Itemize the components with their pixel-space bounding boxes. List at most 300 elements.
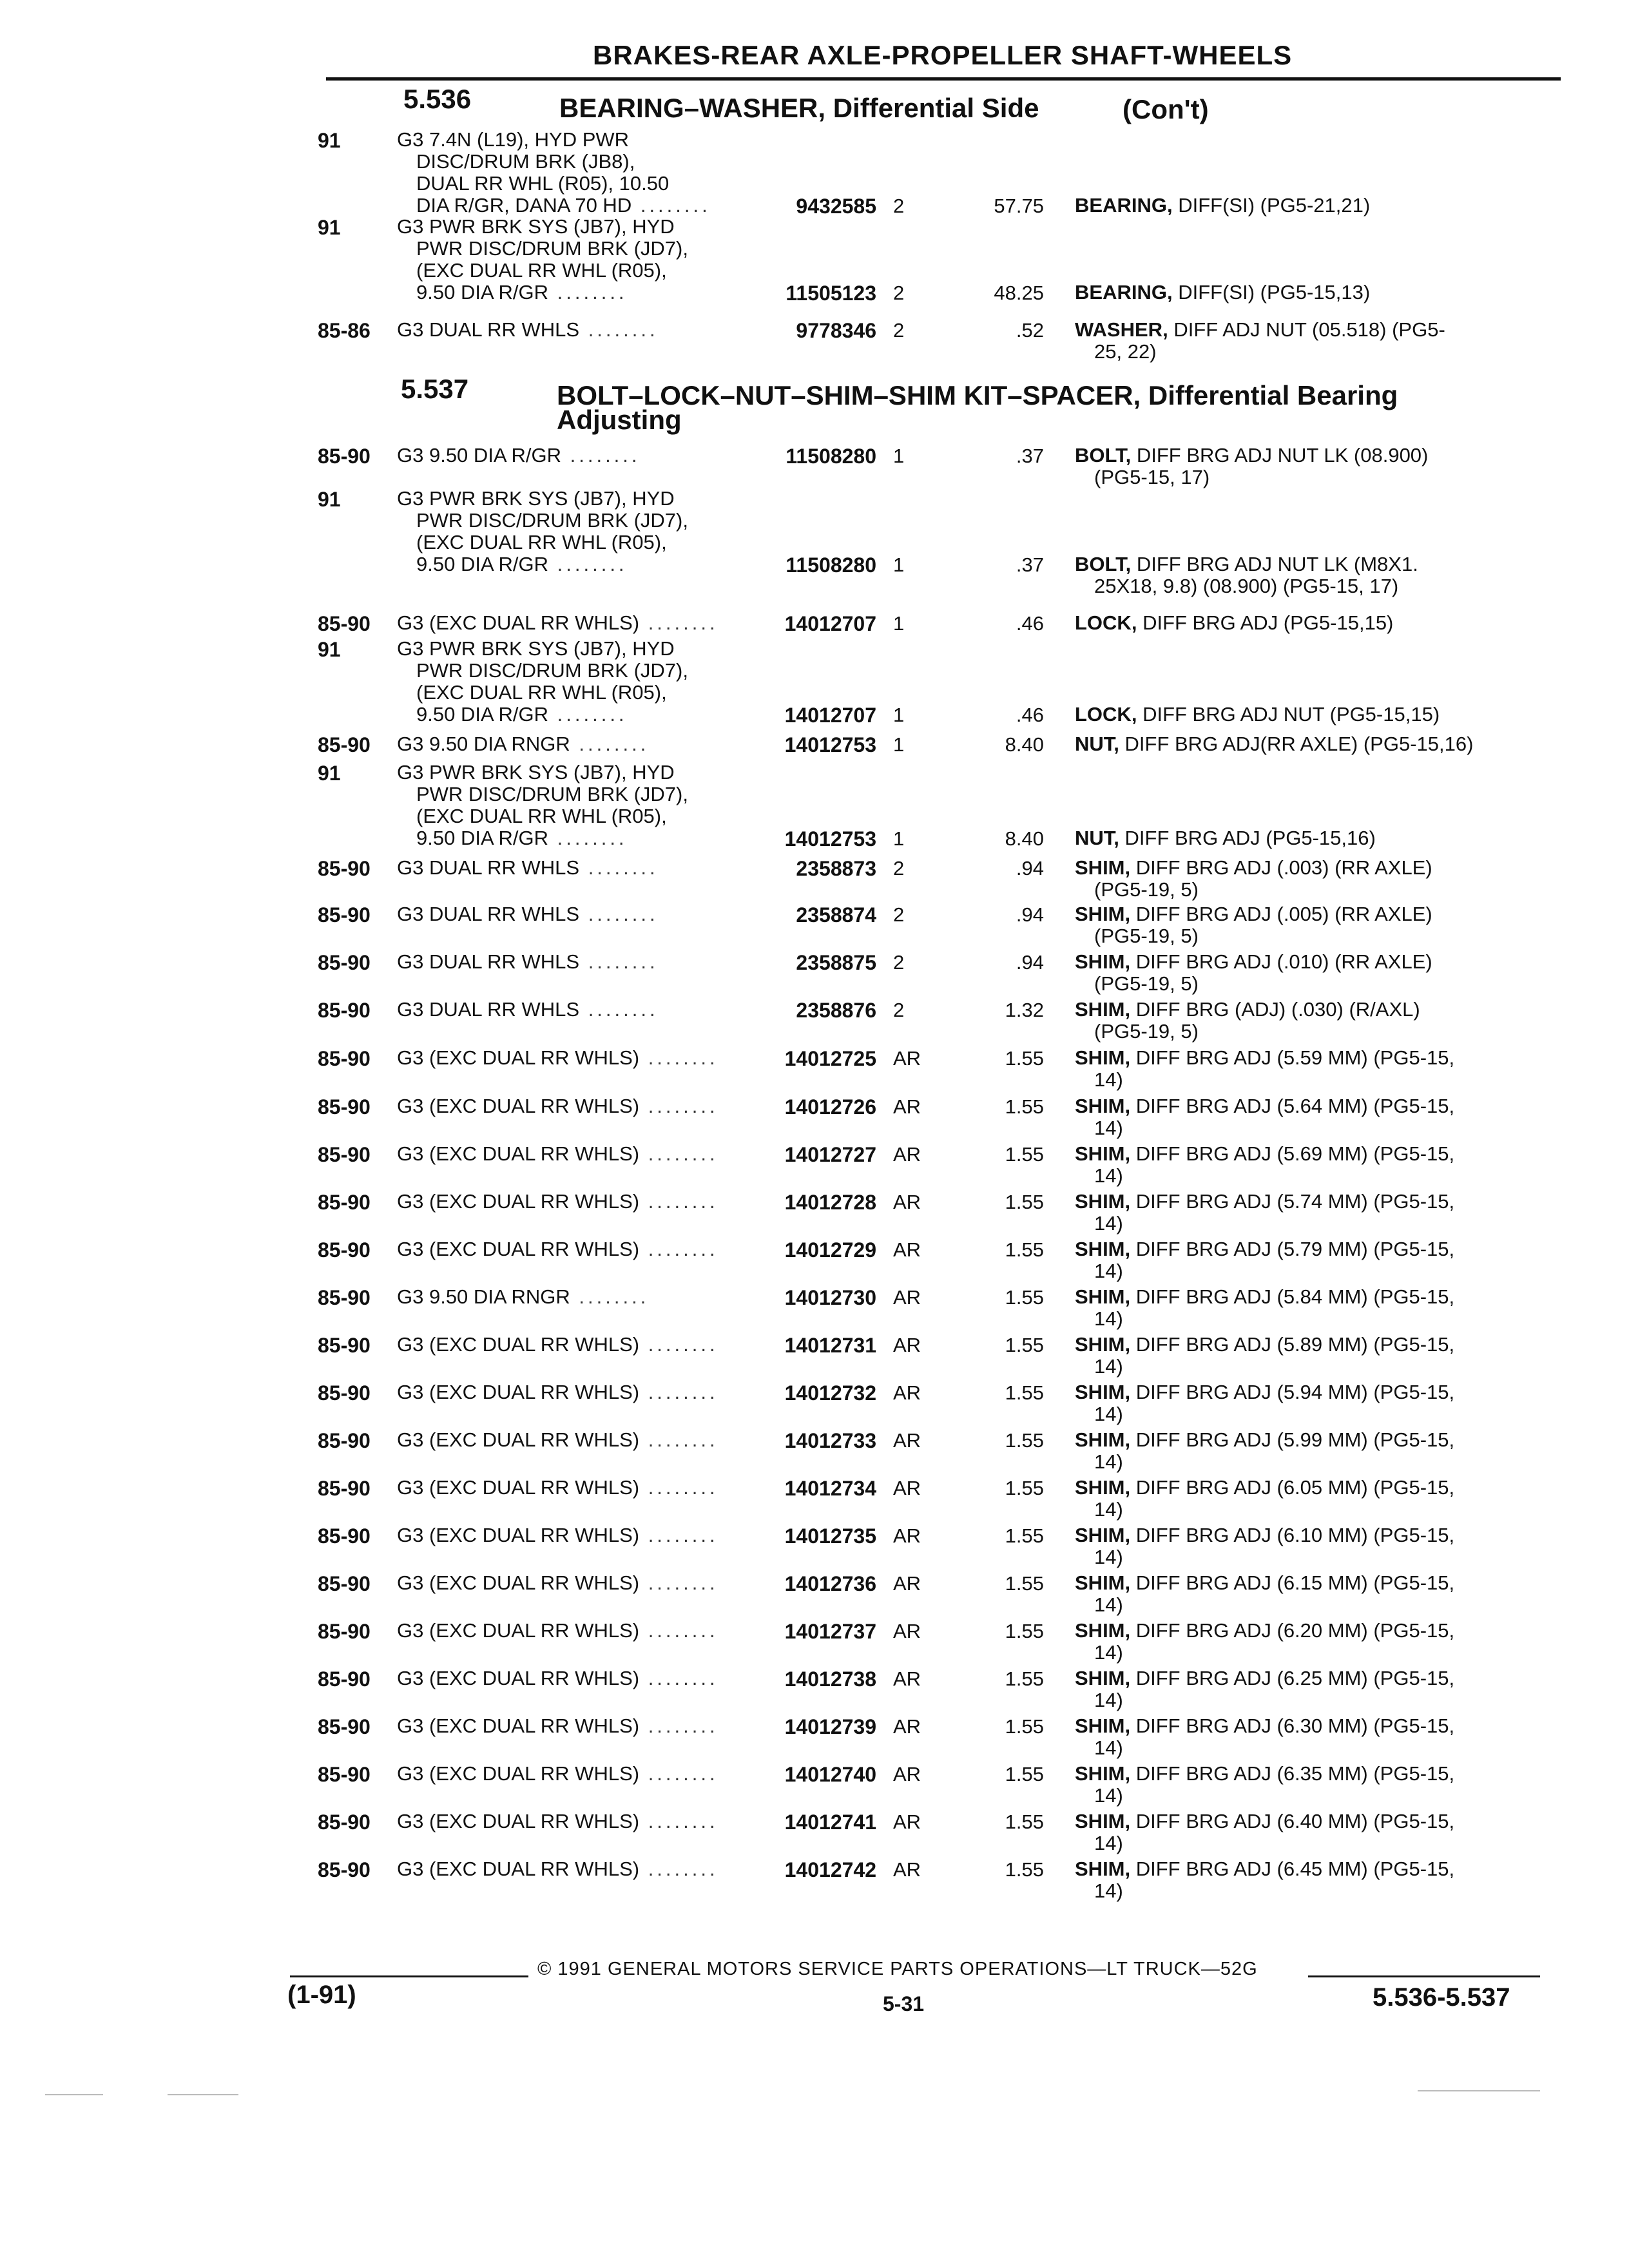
part-number: 14012725 <box>784 1047 876 1070</box>
part-detail: DIFF BRG ADJ (6.15 MM) (PG5-15, <box>1135 1571 1455 1594</box>
page-header-title: BRAKES-REAR AXLE-PROPELLER SHAFT-WHEELS <box>593 40 1293 70</box>
part-description <box>1075 1286 1552 1330</box>
dot-leader: ........ <box>579 318 659 341</box>
part-detail: DIFF BRG ADJ (.003) (RR AXLE) <box>1135 856 1432 879</box>
part-detail: DIFF BRG ADJ(RR AXLE) (PG5-15,16) <box>1124 733 1474 755</box>
part-detail-continuation: 14) <box>1094 1307 1123 1330</box>
application-line: G3 (EXC DUAL RR WHLS) <box>397 1571 640 1594</box>
model-year: 85-90 <box>318 1191 371 1214</box>
application-row <box>397 682 688 704</box>
application-line: PWR DISC/DRUM BRK (JD7), <box>416 659 688 682</box>
price: 1.55 <box>1005 1715 1044 1738</box>
part-description <box>1075 733 1552 755</box>
quantity: AR <box>893 1763 921 1785</box>
application-row <box>397 704 688 726</box>
application-row <box>397 195 711 216</box>
model-year: 85-90 <box>318 1811 371 1834</box>
section-continued-label: (Con't) <box>1123 94 1209 124</box>
price: 1.55 <box>1005 1143 1044 1166</box>
part-detail-continuation: 25X18, 9.8) (08.900) (PG5-15, 17) <box>1094 575 1399 597</box>
price: 57.75 <box>994 195 1044 217</box>
application-row <box>397 638 688 660</box>
part-name: SHIM, <box>1075 1190 1131 1213</box>
part-name: SHIM, <box>1075 1667 1131 1689</box>
application-line: G3 (EXC DUAL RR WHLS) <box>397 1142 640 1165</box>
quantity: 1 <box>893 612 905 635</box>
part-description <box>1075 553 1552 597</box>
part-detail-continuation: (PG5-19, 5) <box>1094 1020 1199 1043</box>
application-row <box>397 1191 718 1213</box>
application-line: G3 (EXC DUAL RR WHLS) <box>397 1715 640 1737</box>
part-name: SHIM, <box>1075 950 1131 973</box>
part-number: 14012753 <box>784 827 876 850</box>
quantity: 2 <box>893 951 905 974</box>
quantity: 1 <box>893 704 905 726</box>
part-detail: DIFF BRG ADJ (5.99 MM) (PG5-15, <box>1135 1428 1455 1451</box>
part-number: 14012707 <box>784 704 876 727</box>
application-row <box>397 783 688 805</box>
application-line: PWR DISC/DRUM BRK (JD7), <box>416 783 688 805</box>
quantity: 1 <box>893 553 905 576</box>
part-name: SHIM, <box>1075 1095 1131 1117</box>
part-number: 9432585 <box>796 195 876 218</box>
application-row <box>397 1715 718 1737</box>
part-detail-continuation: (PG5-19, 5) <box>1094 878 1199 901</box>
model-year: 91 <box>318 129 341 152</box>
part-detail-continuation: (PG5-19, 5) <box>1094 972 1199 995</box>
section-number: 5.537 <box>401 374 469 404</box>
price: 1.55 <box>1005 1811 1044 1833</box>
application-row <box>397 1143 718 1165</box>
application-row <box>397 260 688 282</box>
model-year: 85-90 <box>318 1667 371 1691</box>
dot-leader: ........ <box>639 1190 718 1213</box>
header-rule <box>326 77 1561 81</box>
part-description <box>1075 319 1552 363</box>
price: 1.55 <box>1005 1477 1044 1499</box>
quantity: 2 <box>893 282 905 304</box>
dot-leader: ........ <box>639 1619 718 1642</box>
application <box>397 1286 649 1308</box>
part-name: SHIM, <box>1075 856 1131 879</box>
part-number: 14012742 <box>784 1858 876 1881</box>
dot-leader: ........ <box>548 281 628 303</box>
part-detail-continuation: 14) <box>1094 1355 1123 1378</box>
application-row <box>397 1381 718 1403</box>
application-line: G3 (EXC DUAL RR WHLS) <box>397 1046 640 1069</box>
application-line: PWR DISC/DRUM BRK (JD7), <box>416 237 688 260</box>
application-line: G3 DUAL RR WHLS <box>397 318 580 341</box>
application-line: G3 DUAL RR WHLS <box>397 903 580 925</box>
application <box>397 1811 718 1832</box>
application-line: G3 (EXC DUAL RR WHLS) <box>397 1190 640 1213</box>
dot-leader: ........ <box>548 553 628 575</box>
part-description <box>1075 445 1552 488</box>
quantity: 1 <box>893 445 905 467</box>
application-row <box>397 1095 718 1117</box>
price: 1.55 <box>1005 1095 1044 1118</box>
part-description <box>1075 1191 1552 1235</box>
part-description <box>1075 1667 1552 1711</box>
quantity: 2 <box>893 999 905 1021</box>
application-line: DISC/DRUM BRK (JB8), <box>416 150 635 173</box>
application <box>397 1047 718 1069</box>
quantity: AR <box>893 1191 921 1213</box>
application-row <box>397 1429 718 1451</box>
dot-leader: ........ <box>639 1762 718 1785</box>
part-name: LOCK, <box>1075 611 1137 634</box>
part-detail: DIFF BRG ADJ (6.05 MM) (PG5-15, <box>1135 1476 1455 1499</box>
application <box>397 1381 718 1403</box>
part-detail-continuation: 14) <box>1094 1498 1123 1521</box>
part-detail: DIFF BRG ADJ (5.89 MM) (PG5-15, <box>1135 1333 1455 1356</box>
scan-speck <box>1418 2090 1540 2091</box>
part-number: 2358874 <box>796 903 876 927</box>
price: 1.55 <box>1005 1429 1044 1452</box>
application-line: G3 (EXC DUAL RR WHLS) <box>397 1476 640 1499</box>
price: 1.55 <box>1005 1524 1044 1547</box>
dot-leader: ........ <box>570 1285 650 1308</box>
part-detail: DIFF BRG ADJ (6.20 MM) (PG5-15, <box>1135 1619 1455 1642</box>
part-detail-continuation: 14) <box>1094 1068 1123 1091</box>
price: 1.55 <box>1005 1858 1044 1881</box>
dot-leader: ........ <box>570 733 650 755</box>
price: 1.55 <box>1005 1047 1044 1070</box>
application-line: G3 PWR BRK SYS (JB7), HYD <box>397 215 675 238</box>
price: .37 <box>1016 553 1044 576</box>
dot-leader: ........ <box>639 1046 718 1069</box>
part-description <box>1075 857 1552 901</box>
application-row <box>397 445 641 466</box>
part-detail: DIFF BRG ADJ (5.94 MM) (PG5-15, <box>1135 1381 1455 1403</box>
application-row <box>397 1238 718 1260</box>
part-name: SHIM, <box>1075 1619 1131 1642</box>
dot-leader: ........ <box>639 1858 718 1880</box>
quantity: AR <box>893 1811 921 1833</box>
dot-leader: ........ <box>639 1667 718 1689</box>
part-number: 14012731 <box>784 1334 876 1357</box>
application-row <box>397 129 711 151</box>
application-line: G3 (EXC DUAL RR WHLS) <box>397 1810 640 1832</box>
dot-leader: ........ <box>639 1476 718 1499</box>
part-description <box>1075 1334 1552 1378</box>
part-description <box>1075 1238 1552 1282</box>
part-number: 14012753 <box>784 733 876 756</box>
part-number: 14012728 <box>784 1191 876 1214</box>
application-line: G3 DUAL RR WHLS <box>397 998 580 1021</box>
quantity: AR <box>893 1334 921 1356</box>
part-name: SHIM, <box>1075 1285 1131 1308</box>
price: 1.55 <box>1005 1572 1044 1595</box>
quantity: 2 <box>893 319 905 341</box>
footer-page-number: 5-31 <box>883 1992 925 2015</box>
model-year: 85-86 <box>318 319 371 342</box>
part-detail: DIFF ADJ NUT (05.518) (PG5- <box>1173 318 1445 341</box>
application-line: G3 PWR BRK SYS (JB7), HYD <box>397 487 675 510</box>
part-detail-continuation: 14) <box>1094 1736 1123 1759</box>
application-line: (EXC DUAL RR WHL (R05), <box>416 531 667 553</box>
application <box>397 1143 718 1165</box>
price: 1.55 <box>1005 1238 1044 1261</box>
part-name: SHIM, <box>1075 1524 1131 1546</box>
application-row <box>397 1334 718 1356</box>
quantity: AR <box>893 1858 921 1881</box>
part-name: SHIM, <box>1075 1428 1131 1451</box>
application-line: G3 (EXC DUAL RR WHLS) <box>397 1238 640 1260</box>
part-detail: DIFF BRG ADJ (5.74 MM) (PG5-15, <box>1135 1190 1455 1213</box>
dot-leader: ........ <box>639 1524 718 1546</box>
application-line: G3 (EXC DUAL RR WHLS) <box>397 1619 640 1642</box>
application-row <box>397 1572 718 1594</box>
application <box>397 1620 718 1642</box>
application-row <box>397 612 718 634</box>
part-description <box>1075 951 1552 995</box>
footer-rule-left <box>290 1975 528 1977</box>
dot-leader: ........ <box>631 194 711 216</box>
application-row <box>397 1047 718 1069</box>
application-line: G3 PWR BRK SYS (JB7), HYD <box>397 761 675 783</box>
application <box>397 445 641 466</box>
price: 1.55 <box>1005 1334 1044 1356</box>
dot-leader: ........ <box>639 1715 718 1737</box>
application-line: 9.50 DIA R/GR <box>416 827 549 849</box>
application <box>397 1858 718 1880</box>
price: .52 <box>1016 319 1044 341</box>
model-year: 85-90 <box>318 1429 371 1452</box>
model-year: 85-90 <box>318 1763 371 1786</box>
price: 1.55 <box>1005 1763 1044 1785</box>
part-number: 14012739 <box>784 1715 876 1738</box>
part-name: BEARING, <box>1075 281 1173 303</box>
part-detail: DIFF BRG ADJ (.010) (RR AXLE) <box>1135 950 1432 973</box>
part-detail-continuation: 14) <box>1094 1689 1123 1711</box>
application-row <box>397 827 688 849</box>
part-description <box>1075 1811 1552 1854</box>
part-name: BEARING, <box>1075 194 1173 216</box>
model-year: 85-90 <box>318 1143 371 1166</box>
part-detail: DIFF BRG ADJ (6.25 MM) (PG5-15, <box>1135 1667 1455 1689</box>
application-row <box>397 1477 718 1499</box>
section-title: BOLT–LOCK–NUT–SHIM–SHIM KIT–SPACER, Differential Bearing <box>557 380 1398 410</box>
dot-leader: ........ <box>579 903 659 925</box>
application-row <box>397 238 688 260</box>
application <box>397 951 659 973</box>
application <box>397 1429 718 1451</box>
part-detail-continuation: 14) <box>1094 1212 1123 1235</box>
application-line: G3 9.50 DIA RNGR <box>397 733 570 755</box>
part-detail: DIFF(SI) (PG5-21,21) <box>1178 194 1371 216</box>
part-detail: DIFF BRG ADJ (5.84 MM) (PG5-15, <box>1135 1285 1455 1308</box>
part-detail-continuation: (PG5-19, 5) <box>1094 925 1199 947</box>
part-description <box>1075 999 1552 1043</box>
application-line: G3 (EXC DUAL RR WHLS) <box>397 1381 640 1403</box>
application-line: G3 (EXC DUAL RR WHLS) <box>397 1762 640 1785</box>
price: .94 <box>1016 951 1044 974</box>
price: 1.55 <box>1005 1667 1044 1690</box>
dot-leader: ........ <box>561 444 641 466</box>
part-name: SHIM, <box>1075 1762 1131 1785</box>
dot-leader: ........ <box>639 611 718 634</box>
part-number: 11508280 <box>786 553 876 577</box>
model-year: 85-90 <box>318 612 371 635</box>
quantity: 1 <box>893 733 905 756</box>
model-year: 91 <box>318 488 341 511</box>
part-number: 14012726 <box>784 1095 876 1119</box>
application <box>397 1715 718 1737</box>
part-name: SHIM, <box>1075 1381 1131 1403</box>
application-row <box>397 1763 718 1785</box>
model-year: 91 <box>318 638 341 661</box>
part-detail-continuation: 14) <box>1094 1117 1123 1139</box>
model-year: 85-90 <box>318 1858 371 1881</box>
part-name: SHIM, <box>1075 998 1131 1021</box>
application-row <box>397 319 659 341</box>
footer-rule-right <box>1308 1975 1540 1977</box>
application-line: G3 9.50 DIA R/GR <box>397 444 561 466</box>
dot-leader: ........ <box>579 856 659 879</box>
part-description <box>1075 282 1552 303</box>
part-detail-continuation: 25, 22) <box>1094 340 1157 363</box>
dot-leader: ........ <box>579 998 659 1021</box>
application-row <box>397 282 688 303</box>
model-year: 85-90 <box>318 445 371 468</box>
part-detail-continuation: 14) <box>1094 1832 1123 1854</box>
section-title: BEARING–WASHER, Differential Side <box>559 93 1039 123</box>
application-row <box>397 488 688 510</box>
part-number: 14012729 <box>784 1238 876 1262</box>
application-row <box>397 903 659 925</box>
application-line: DUAL RR WHL (R05), 10.50 <box>416 172 670 195</box>
part-detail: DIFF BRG ADJ (PG5-15,15) <box>1142 611 1394 634</box>
application-line: G3 DUAL RR WHLS <box>397 950 580 973</box>
application-line: G3 9.50 DIA RNGR <box>397 1285 570 1308</box>
application-line: G3 (EXC DUAL RR WHLS) <box>397 1333 640 1356</box>
part-detail-continuation: 14) <box>1094 1260 1123 1282</box>
application-row <box>397 1524 718 1546</box>
part-number: 11505123 <box>786 282 876 305</box>
dot-leader: ........ <box>639 1571 718 1594</box>
price: .46 <box>1016 612 1044 635</box>
part-number: 14012727 <box>784 1143 876 1166</box>
section-title-continuation: Adjusting <box>557 405 682 435</box>
part-detail: DIFF BRG ADJ (6.35 MM) (PG5-15, <box>1135 1762 1455 1785</box>
model-year: 85-90 <box>318 1334 371 1357</box>
application-line: G3 (EXC DUAL RR WHLS) <box>397 1858 640 1880</box>
part-number: 14012736 <box>784 1572 876 1595</box>
part-description <box>1075 1858 1552 1902</box>
application <box>397 1334 718 1356</box>
application-row <box>397 1858 718 1880</box>
dot-leader: ........ <box>639 1428 718 1451</box>
model-year: 85-90 <box>318 999 371 1022</box>
price: 1.55 <box>1005 1620 1044 1642</box>
footer-copyright: © 1991 GENERAL MOTORS SERVICE PARTS OPERATIONS—LT TRUCK—52G <box>537 1959 1258 1979</box>
part-number: 14012734 <box>784 1477 876 1500</box>
footer-date-code: (1-91) <box>287 1981 356 2009</box>
dot-leader: ........ <box>548 703 628 726</box>
part-name: SHIM, <box>1075 1333 1131 1356</box>
application-row <box>397 173 711 195</box>
application-row <box>397 951 659 973</box>
application <box>397 1191 718 1213</box>
footer-section-range: 5.536-5.537 <box>1373 1983 1510 2012</box>
model-year: 85-90 <box>318 951 371 974</box>
application-line: G3 7.4N (L19), HYD PWR <box>397 128 630 151</box>
part-detail: DIFF BRG (ADJ) (.030) (R/AXL) <box>1135 998 1420 1021</box>
part-description <box>1075 195 1552 216</box>
price: 1.55 <box>1005 1191 1044 1213</box>
application-row <box>397 1811 718 1832</box>
part-name: SHIM, <box>1075 1238 1131 1260</box>
application-row <box>397 1286 649 1308</box>
scan-speck <box>45 2094 103 2095</box>
application <box>397 903 659 925</box>
model-year: 85-90 <box>318 1238 371 1262</box>
quantity: 2 <box>893 195 905 217</box>
part-number: 14012733 <box>784 1429 876 1452</box>
quantity: AR <box>893 1143 921 1166</box>
application-row <box>397 1667 718 1689</box>
model-year: 85-90 <box>318 857 371 880</box>
application <box>397 733 649 755</box>
application-row <box>397 733 649 755</box>
part-detail: DIFF BRG ADJ (5.79 MM) (PG5-15, <box>1135 1238 1455 1260</box>
part-name: NUT, <box>1075 827 1119 849</box>
part-number: 9778346 <box>796 319 876 342</box>
price: 1.55 <box>1005 1381 1044 1404</box>
application-line: (EXC DUAL RR WHL (R05), <box>416 805 667 827</box>
part-name: NUT, <box>1075 733 1119 755</box>
part-description <box>1075 1381 1552 1425</box>
part-description <box>1075 1095 1552 1139</box>
part-description <box>1075 1047 1552 1091</box>
application <box>397 857 659 879</box>
part-number: 14012737 <box>784 1620 876 1643</box>
part-name: SHIM, <box>1075 1810 1131 1832</box>
price: 1.32 <box>1005 999 1044 1021</box>
quantity: AR <box>893 1429 921 1452</box>
part-detail: DIFF BRG ADJ NUT (PG5-15,15) <box>1142 703 1440 726</box>
quantity: AR <box>893 1572 921 1595</box>
part-name: SHIM, <box>1075 1715 1131 1737</box>
quantity: AR <box>893 1047 921 1070</box>
application-row <box>397 805 688 827</box>
dot-leader: ........ <box>579 950 659 973</box>
application <box>397 1572 718 1594</box>
part-number: 2358873 <box>796 857 876 880</box>
dot-leader: ........ <box>639 1810 718 1832</box>
part-detail-continuation: 14) <box>1094 1164 1123 1187</box>
model-year: 85-90 <box>318 1524 371 1548</box>
application <box>397 1095 718 1117</box>
application <box>397 612 718 634</box>
part-detail-continuation: 14) <box>1094 1450 1123 1473</box>
application-row <box>397 857 659 879</box>
model-year: 85-90 <box>318 1047 371 1070</box>
part-detail-continuation: 14) <box>1094 1403 1123 1425</box>
part-name: SHIM, <box>1075 1858 1131 1880</box>
part-detail: DIFF(SI) (PG5-15,13) <box>1178 281 1371 303</box>
part-detail: DIFF BRG ADJ (6.30 MM) (PG5-15, <box>1135 1715 1455 1737</box>
application <box>397 1477 718 1499</box>
application-row <box>397 1620 718 1642</box>
quantity: AR <box>893 1715 921 1738</box>
model-year: 85-90 <box>318 1477 371 1500</box>
part-name: SHIM, <box>1075 1046 1131 1069</box>
part-name: SHIM, <box>1075 1142 1131 1165</box>
model-year: 85-90 <box>318 1095 371 1119</box>
part-number: 14012741 <box>784 1811 876 1834</box>
